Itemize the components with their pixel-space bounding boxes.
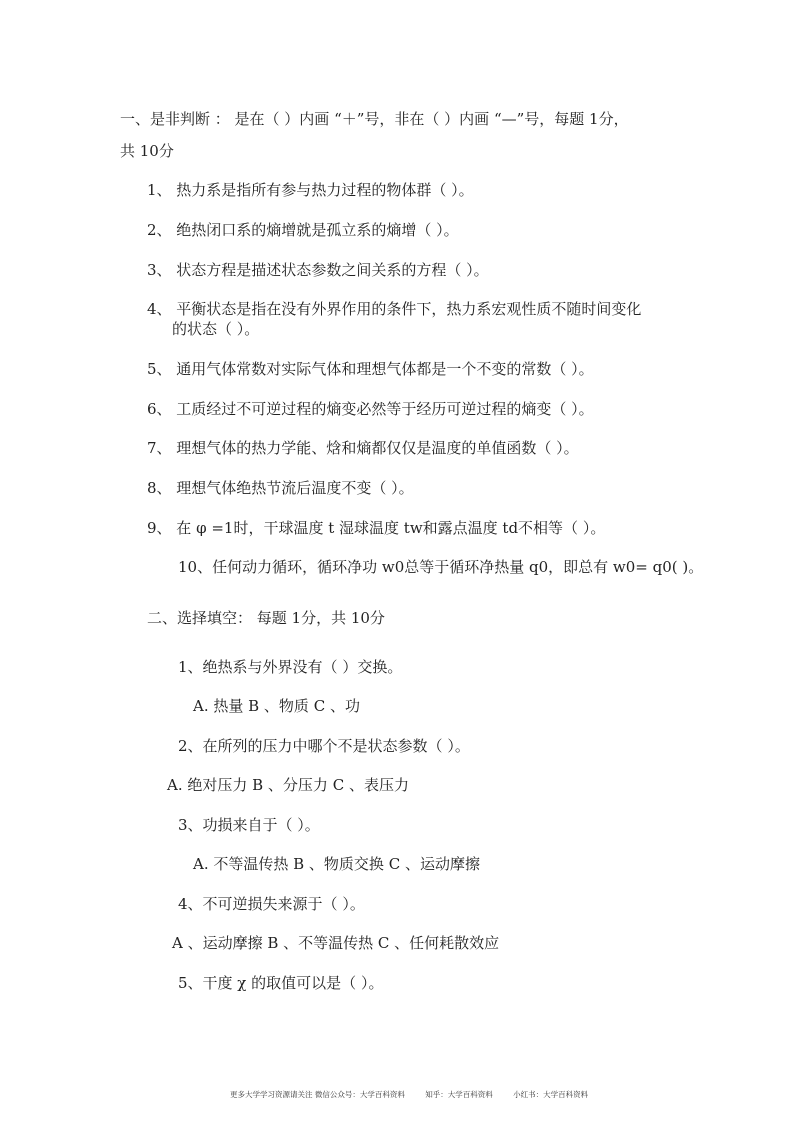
- footer-xiaohongshu: 小红书：大学百科资料: [513, 1090, 589, 1099]
- tf-item-8: 8、 理想气体绝热节流后温度不变（ ）。: [147, 479, 414, 497]
- tf-item-9: 9、 在 φ =1时，干球温度 t 湿球温度 tw和露点温度 td不相等（ ）。: [147, 519, 606, 537]
- tf-item-3: 3、 状态方程是描述状态参数之间关系的方程（ ）。: [147, 261, 489, 279]
- mc-q1: 1、绝热系与外界没有（ ）交换。: [178, 658, 403, 676]
- section1-heading: 一、是非判断 ： 是在（ ）内画 “＋”号，非在（ ）内画 “—”号，每题 1分，: [120, 110, 629, 128]
- footer-zhihu: 知乎：大学百科资料: [425, 1090, 493, 1099]
- tf-item-10: 10、任何动力循环，循环净功 w0总等于循环净热量 q0，即总有 w0= q0( )。: [178, 558, 704, 576]
- tf-item-4-cont: 的状态（ ）。: [172, 320, 260, 338]
- tf-item-4: 4、 平衡状态是指在没有外界作用的条件下，热力系宏观性质不随时间变化: [147, 300, 642, 318]
- mc-q2-options: A. 绝对压力 B 、分压力 C 、表压力: [167, 776, 409, 794]
- tf-item-7: 7、 理想气体的热力学能、焓和熵都仅仅是温度的单值函数（ ）。: [147, 439, 579, 457]
- tf-item-2: 2、 绝热闭口系的熵增就是孤立系的熵增（ ）。: [147, 221, 459, 239]
- mc-q5: 5、干度 χ 的取值可以是（ ）。: [178, 974, 384, 992]
- mc-q3-options: A. 不等温传热 B 、物质交换 C 、运动摩擦: [193, 855, 480, 873]
- tf-item-5: 5、 通用气体常数对实际气体和理想气体都是一个不变的常数（ ）。: [147, 360, 594, 378]
- tf-item-6: 6、 工质经过不可逆过程的熵变必然等于经历可逆过程的熵变（ ）。: [147, 400, 594, 418]
- mc-q2: 2、在所列的压力中哪个不是状态参数（ ）。: [178, 737, 470, 755]
- mc-q4-options: A 、运动摩擦 B 、不等温传热 C 、任何耗散效应: [172, 934, 500, 952]
- page-footer: [230, 1090, 606, 1100]
- mc-q3: 3、功损来自于（ ）。: [178, 816, 320, 834]
- mc-q1-options: A. 热量 B 、物质 C 、功: [193, 697, 360, 715]
- mc-q4: 4、不可逆损失来源于（ ）。: [178, 895, 365, 913]
- footer-wechat: 更多大学学习资源请关注 微信公众号：大学百科资料: [230, 1090, 405, 1099]
- tf-item-1: 1、 热力系是指所有参与热力过程的物体群（ ）。: [147, 181, 474, 199]
- section1-heading-cont: 共 10分: [120, 142, 174, 160]
- section2-heading: 二、选择填空： 每题 1分，共 10分: [147, 609, 385, 627]
